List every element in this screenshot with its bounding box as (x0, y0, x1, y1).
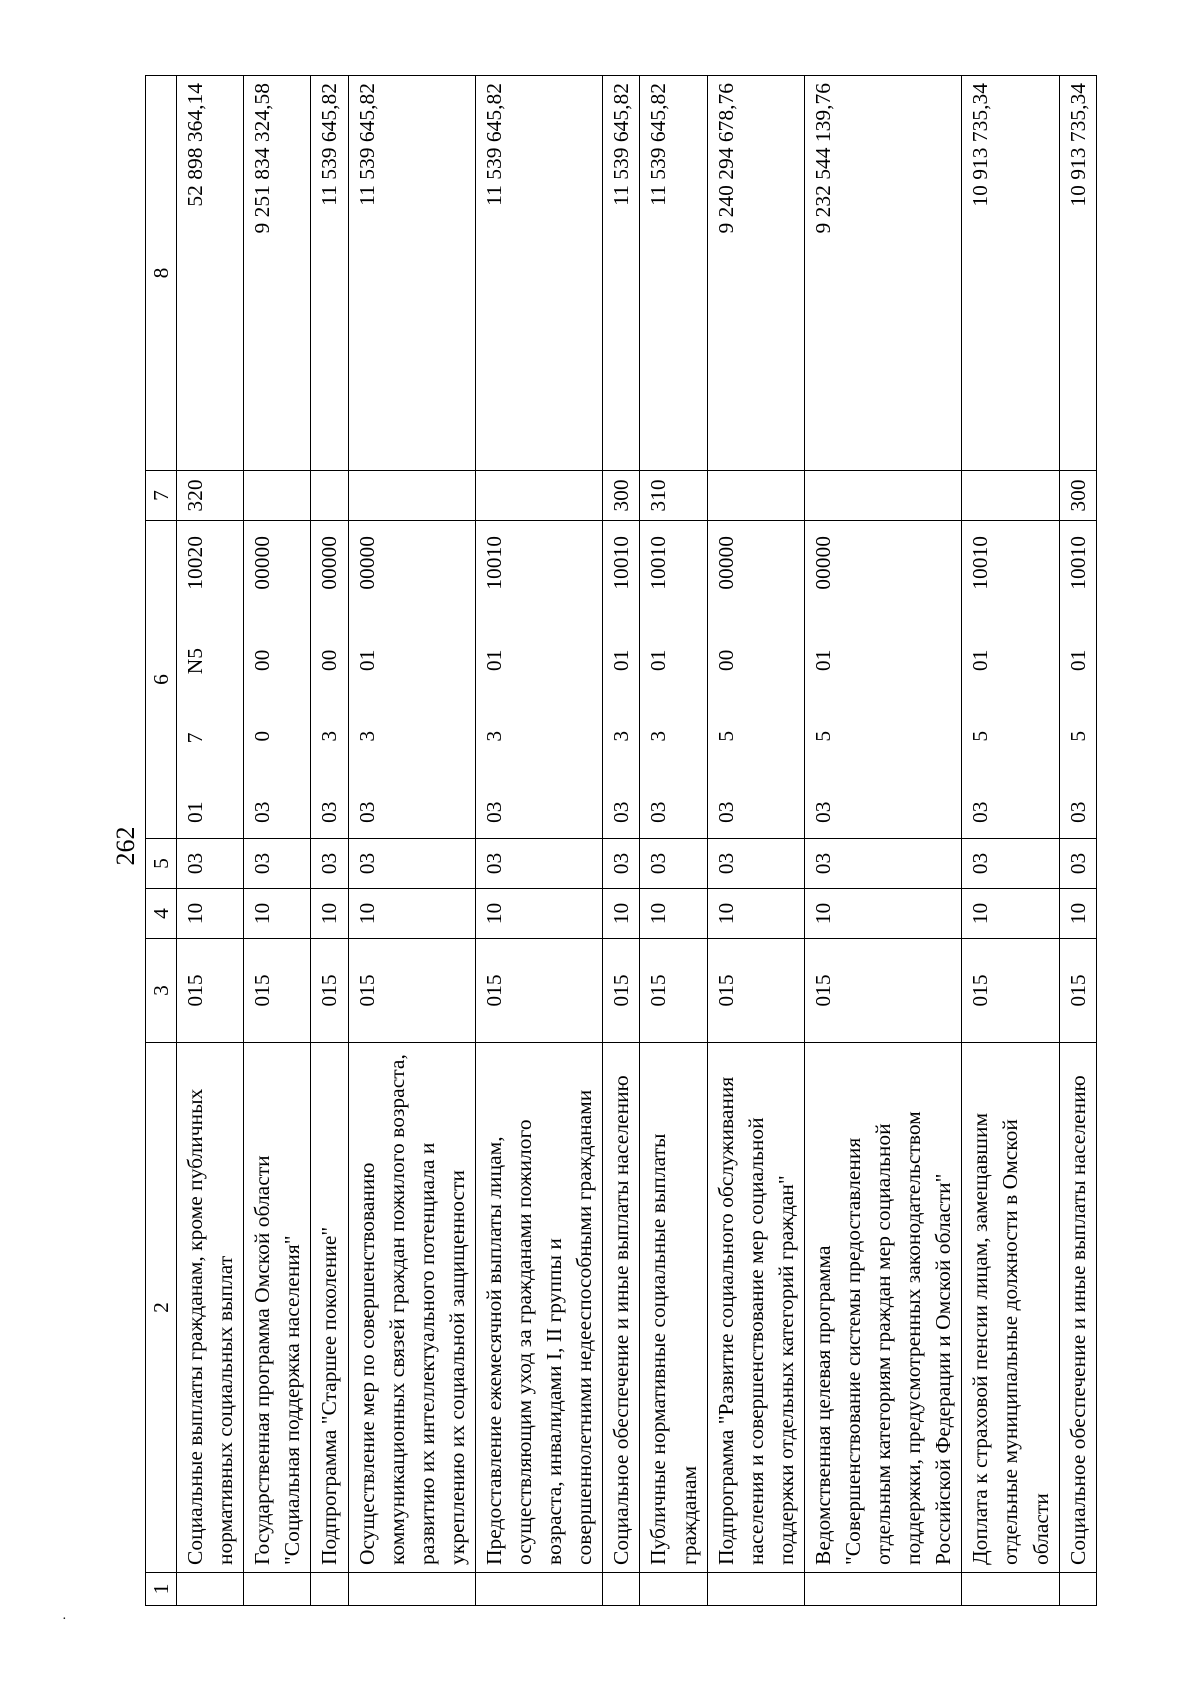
target-article-part: 00000 (250, 536, 275, 590)
expense-type-cell (962, 471, 1059, 521)
target-article-part: 10010 (646, 536, 671, 590)
description-cell: Публичные нормативные социальные выплаты гражданам (640, 1043, 707, 1573)
target-article-cell (244, 521, 311, 839)
amount-cell: 11 539 645,82 (603, 76, 640, 471)
expense-type-cell: 300 (603, 471, 640, 521)
expense-type-cell: 310 (640, 471, 707, 521)
subsection-code-cell: 03 (603, 839, 640, 889)
header-cell: 6 (146, 521, 177, 839)
section-code-cell: 10 (475, 889, 602, 939)
header-cell: 4 (146, 889, 177, 939)
target-article-part: N5 (183, 648, 208, 675)
row-number-cell (1059, 1573, 1096, 1606)
amount-cell: 11 539 645,82 (348, 76, 475, 471)
target-article-part: 01 (481, 649, 506, 672)
table-row (640, 76, 707, 1606)
section-code-cell: 10 (804, 889, 961, 939)
description-cell: Подпрограмма "Старшее поколение" (311, 1043, 348, 1573)
target-article-part: 03 (968, 801, 993, 823)
target-article-code (965, 528, 995, 831)
target-article-part: 00000 (713, 536, 738, 590)
row-number-cell (475, 1573, 602, 1606)
ministry-code-cell: 015 (311, 939, 348, 1043)
section-code-cell: 10 (1059, 889, 1096, 939)
header-cell: 3 (146, 939, 177, 1043)
target-article-part: 5 (810, 730, 835, 742)
amount-cell: 52 898 364,14 (177, 76, 244, 471)
target-article-part: 3 (354, 730, 379, 742)
row-number-cell (707, 1573, 804, 1606)
table-row (311, 76, 348, 1606)
target-article-code (643, 528, 673, 831)
description-cell: Социальное обеспечение и иные выплаты населению (603, 1043, 640, 1573)
table-row (804, 76, 961, 1606)
ministry-code-cell: 015 (475, 939, 602, 1043)
table-row (707, 76, 804, 1606)
expense-type-cell (475, 471, 602, 521)
target-article-cell (707, 521, 804, 839)
target-article-part: 0 (250, 730, 275, 742)
section-code-cell: 10 (244, 889, 311, 939)
expense-type-cell (804, 471, 961, 521)
rotated-table-container (145, 76, 1090, 1606)
expense-type-cell (707, 471, 804, 521)
description-cell: Социальное обеспечение и иные выплаты населению (1059, 1043, 1096, 1573)
expense-type-cell (244, 471, 311, 521)
target-article-part: 01 (646, 649, 671, 672)
description-cell: Предоставление ежемесячной выплаты лицам, осуществляющим уход за гражданами пожилого возраста, инвалидами I, II группы и совершеннолетними недееспособными гражданами (475, 1043, 602, 1573)
section-code-cell: 10 (348, 889, 475, 939)
subsection-code-cell: 03 (475, 839, 602, 889)
header-cell: 5 (146, 839, 177, 889)
target-article-part: 01 (968, 649, 993, 672)
row-number-cell (244, 1573, 311, 1606)
target-article-code (808, 528, 838, 831)
target-article-code (352, 528, 382, 831)
target-article-part: 00 (713, 649, 738, 672)
target-article-cell (348, 521, 475, 839)
subsection-code-cell: 03 (177, 839, 244, 889)
table-row (244, 76, 311, 1606)
target-article-part: 03 (250, 801, 275, 823)
section-code-cell: 10 (603, 889, 640, 939)
target-article-code (314, 528, 344, 831)
page-number: 262 (111, 826, 140, 866)
expense-type-cell: 320 (177, 471, 244, 521)
ministry-code-cell: 015 (1059, 939, 1096, 1043)
description-cell: Доплата к страховой пенсии лицам, замещавшим отдельные муниципальные должности в Омской области (962, 1043, 1059, 1573)
description-cell: Подпрограмма "Развитие социального обслуживания населения и совершенствование мер социальной поддержки отдельных категорий граждан" (707, 1043, 804, 1573)
table-row (475, 76, 602, 1606)
subsection-code-cell: 03 (640, 839, 707, 889)
amount-cell: 9 232 544 139,76 (804, 76, 961, 471)
target-article-cell (475, 521, 602, 839)
target-article-cell (804, 521, 961, 839)
ministry-code-cell: 015 (348, 939, 475, 1043)
table-row (348, 76, 475, 1606)
table-row (177, 76, 244, 1606)
scan-mark: · (62, 1612, 67, 1627)
row-number-cell (804, 1573, 961, 1606)
target-article-part: 10010 (968, 536, 993, 590)
target-article-part: 3 (609, 730, 634, 742)
target-article-code (1063, 528, 1093, 831)
ministry-code-cell: 015 (603, 939, 640, 1043)
target-article-code (606, 528, 636, 831)
target-article-part: 03 (646, 801, 671, 823)
target-article-cell (1059, 521, 1096, 839)
amount-cell: 10 913 735,34 (1059, 76, 1096, 471)
subsection-code-cell: 03 (348, 839, 475, 889)
target-article-part: 03 (317, 801, 342, 823)
target-article-part: 00 (250, 649, 275, 672)
target-article-part: 3 (481, 730, 506, 742)
header-cell: 7 (146, 471, 177, 521)
target-article-part: 5 (713, 730, 738, 742)
amount-cell: 9 251 834 324,58 (244, 76, 311, 471)
budget-table (145, 75, 1097, 1606)
subsection-code-cell: 03 (1059, 839, 1096, 889)
target-article-part: 10010 (481, 536, 506, 590)
amount-cell: 10 913 735,34 (962, 76, 1059, 471)
amount-cell: 11 539 645,82 (475, 76, 602, 471)
row-number-cell (603, 1573, 640, 1606)
target-article-part: 7 (183, 732, 208, 744)
description-cell: Осуществление мер по совершенствованию коммуникационных связей граждан пожилого возраста, развитию их интеллектуального потенциала и укреплению их социальной защищенности (348, 1043, 475, 1573)
table-row (603, 76, 640, 1606)
subsection-code-cell: 03 (804, 839, 961, 889)
subsection-code-cell: 03 (244, 839, 311, 889)
target-article-part: 00000 (354, 536, 379, 590)
target-article-part: 03 (713, 801, 738, 823)
subsection-code-cell: 03 (707, 839, 804, 889)
description-cell: Социальные выплаты гражданам, кроме публичных нормативных социальных выплат (177, 1043, 244, 1573)
expense-type-cell (348, 471, 475, 521)
target-article-part: 03 (481, 801, 506, 823)
section-code-cell: 10 (707, 889, 804, 939)
target-article-part: 03 (609, 801, 634, 823)
header-row (146, 76, 177, 1606)
target-article-cell (640, 521, 707, 839)
target-article-part: 10010 (609, 536, 634, 590)
row-number-cell (177, 1573, 244, 1606)
description-cell: Ведомственная целевая программа "Совершенствование системы предоставления отдельным категориям граждан мер социальной поддержки, предусмотренных законодательством Российской Федерации и Омской области" (804, 1043, 961, 1573)
target-article-part: 03 (354, 801, 379, 823)
description-cell: Государственная программа Омской области "Социальная поддержка населения" (244, 1043, 311, 1573)
ministry-code-cell: 015 (962, 939, 1059, 1043)
target-article-part: 01 (183, 801, 208, 823)
ministry-code-cell: 015 (707, 939, 804, 1043)
target-article-code (180, 528, 210, 831)
table-row (962, 76, 1059, 1606)
target-article-part: 01 (810, 649, 835, 672)
row-number-cell (962, 1573, 1059, 1606)
ministry-code-cell: 015 (177, 939, 244, 1043)
amount-cell: 11 539 645,82 (311, 76, 348, 471)
target-article-code (711, 528, 741, 831)
target-article-part: 03 (1065, 801, 1090, 823)
expense-type-cell (311, 471, 348, 521)
expense-type-cell: 300 (1059, 471, 1096, 521)
table-row (1059, 76, 1096, 1606)
target-article-code (247, 528, 277, 831)
target-article-cell (603, 521, 640, 839)
row-number-cell (348, 1573, 475, 1606)
ministry-code-cell: 015 (804, 939, 961, 1043)
target-article-part: 00 (317, 649, 342, 672)
subsection-code-cell: 03 (962, 839, 1059, 889)
target-article-part: 03 (810, 801, 835, 823)
header-cell: 8 (146, 76, 177, 471)
target-article-cell (177, 521, 244, 839)
target-article-code (479, 528, 509, 831)
amount-cell: 9 240 294 678,76 (707, 76, 804, 471)
target-article-part: 01 (609, 649, 634, 672)
amount-cell: 11 539 645,82 (640, 76, 707, 471)
ministry-code-cell: 015 (640, 939, 707, 1043)
target-article-cell (311, 521, 348, 839)
target-article-part: 00000 (810, 536, 835, 590)
ministry-code-cell: 015 (244, 939, 311, 1043)
target-article-part: 5 (968, 730, 993, 742)
target-article-part: 00000 (317, 536, 342, 590)
target-article-part: 01 (354, 649, 379, 672)
target-article-cell (962, 521, 1059, 839)
header-cell: 2 (146, 1043, 177, 1573)
row-number-cell (311, 1573, 348, 1606)
section-code-cell: 10 (962, 889, 1059, 939)
section-code-cell: 10 (640, 889, 707, 939)
target-article-part: 10010 (1065, 536, 1090, 590)
target-article-part: 3 (646, 730, 671, 742)
section-code-cell: 10 (311, 889, 348, 939)
table-body (177, 76, 1097, 1606)
subsection-code-cell: 03 (311, 839, 348, 889)
target-article-part: 5 (1065, 730, 1090, 742)
section-code-cell: 10 (177, 889, 244, 939)
target-article-part: 3 (317, 730, 342, 742)
target-article-part: 01 (1065, 649, 1090, 672)
row-number-cell (640, 1573, 707, 1606)
header-cell: 1 (146, 1573, 177, 1606)
target-article-part: 10020 (183, 536, 208, 590)
